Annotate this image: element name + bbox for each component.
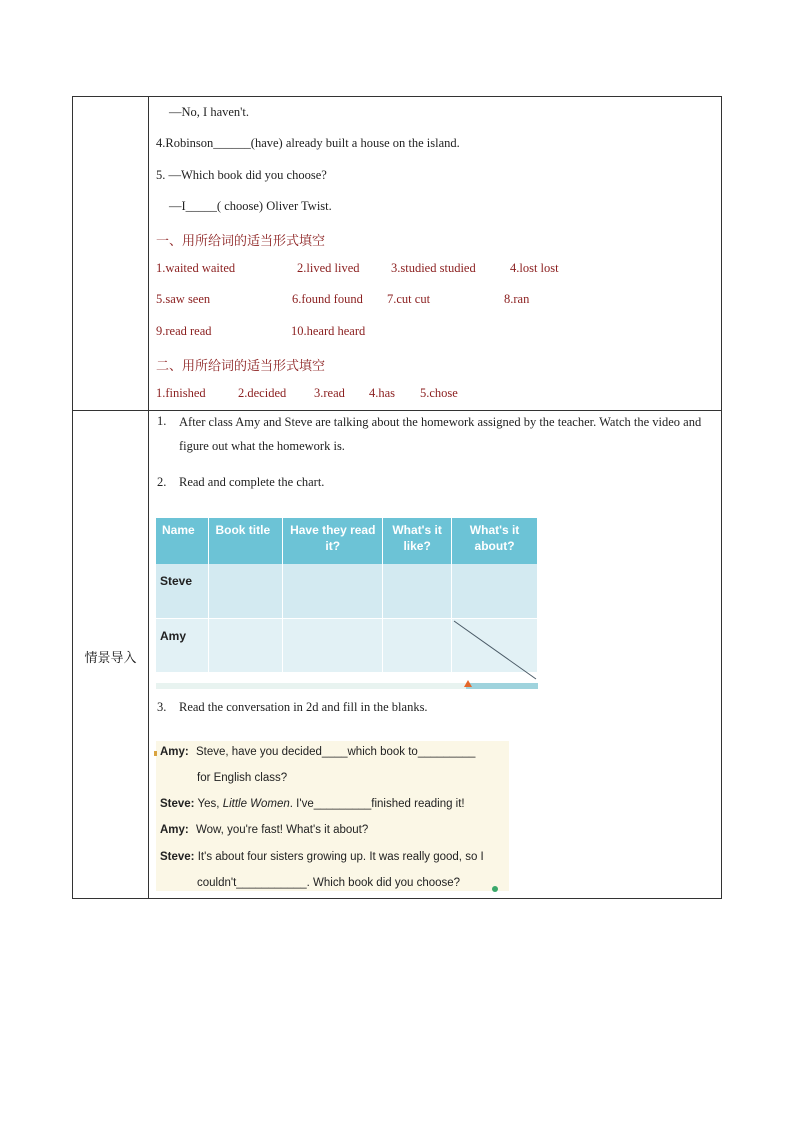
book-chart-table (156, 518, 538, 673)
answer2-2: 2.decided (238, 386, 287, 400)
dialogue-line-no: —No, I haven't. (169, 105, 250, 119)
convo-text: Steve, have you decided____which book to_________ (195, 746, 476, 758)
item-2-text: Read and complete the chart. (179, 475, 325, 489)
chart-cell[interactable] (383, 618, 452, 672)
convo-line-1 (160, 746, 475, 758)
chart-cell[interactable] (283, 564, 383, 618)
answer-4: 4.lost lost (510, 261, 559, 275)
chart-row-amy: Amy (156, 618, 209, 672)
column-divider (148, 97, 149, 898)
chart-row-steve: Steve (156, 564, 209, 618)
chart-cell[interactable] (209, 564, 283, 618)
chart-header-name: Name (156, 518, 209, 564)
diagonal-line (452, 619, 538, 681)
convo-text: It's about four sisters growing up. It was really good, so I (197, 851, 484, 863)
item-3-number: 3. (157, 700, 167, 714)
convo-line-6: couldn't___________. Which book did you choose? (197, 877, 461, 889)
convo-text: Wow, you're fast! What's it about? (195, 824, 369, 836)
answer-7: 7.cut cut (387, 292, 431, 306)
question-4: 4.Robinson______(have) already built a house on the island. (156, 136, 460, 150)
chart-header-read: Have they read it? (283, 518, 383, 564)
chart-cell[interactable] (283, 618, 383, 672)
question-5: 5. —Which book did you choose? (156, 168, 327, 182)
answer-9: 9.read read (156, 324, 212, 338)
convo-line-2: for English class? (197, 772, 288, 784)
section-heading-1: 一、用所给词的适当形式填空 (156, 234, 326, 249)
book-title-italic: Little Women (222, 798, 290, 810)
lesson-table (72, 96, 722, 899)
answer2-1: 1.finished (156, 386, 206, 400)
chart-header-about: What's it about? (452, 518, 538, 564)
chart-cell[interactable] (383, 564, 452, 618)
convo-text: . I've_________finished reading it! (289, 798, 465, 810)
item-2-number: 2. (157, 475, 167, 489)
row-label-scenario-intro: 情景导入 (84, 651, 137, 666)
convo-line-5 (160, 851, 484, 863)
answer-1: 1.waited waited (156, 261, 236, 275)
answer2-3: 3.read (314, 386, 345, 400)
answer-8: 8.ran (504, 292, 530, 306)
speaker-amy: Amy: (160, 824, 189, 836)
chart-header-book-title: Book title (209, 518, 283, 564)
orange-triangle-icon (464, 680, 472, 687)
decor-mark (154, 751, 157, 756)
speaker-steve: Steve: (160, 851, 195, 863)
answer-6: 6.found found (292, 292, 363, 306)
answer2-5: 5.chose (420, 386, 458, 400)
conversation-image (156, 741, 509, 891)
answer-3: 3.studied studied (391, 261, 476, 275)
chart-cell[interactable] (452, 618, 538, 672)
convo-text-pre: Yes, (197, 798, 223, 810)
speaker-steve: Steve: (160, 798, 195, 810)
answer-2: 2.lived lived (297, 261, 360, 275)
convo-line-3 (160, 798, 465, 810)
chart-cell[interactable] (209, 618, 283, 672)
chart-header-like: What's it like? (383, 518, 452, 564)
section-heading-2: 二、用所给词的适当形式填空 (156, 359, 326, 374)
answer-5: 5.saw seen (156, 292, 211, 306)
item-1-number: 1. (157, 414, 167, 428)
convo-line-4 (160, 824, 368, 836)
green-dot-icon (492, 886, 498, 892)
answer2-4: 4.has (369, 386, 396, 400)
answer-10: 10.heard heard (291, 324, 366, 338)
chart-cell[interactable] (452, 564, 538, 618)
question-5-answer-line: —I_____( choose) Oliver Twist. (169, 199, 332, 213)
item-1-text: After class Amy and Steve are talking about the homework assigned by the teacher. Watch the video and figure out what the homework is. (179, 415, 702, 453)
chart-strip-accent (466, 683, 538, 689)
item-3-text: Read the conversation in 2d and fill in the blanks. (179, 700, 428, 714)
speaker-amy: Amy: (160, 746, 189, 758)
book-chart-image (156, 514, 539, 690)
